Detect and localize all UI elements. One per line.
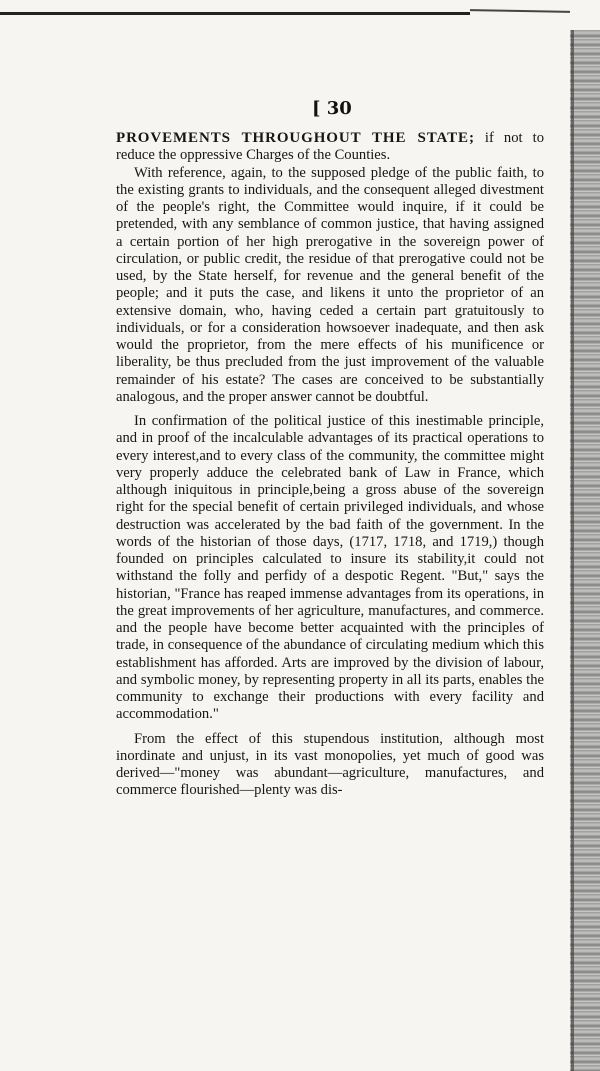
paragraph-3: From the effect of this stupendous institution, although most inordinate and unjust, in its vast monopolies, yet much of good was derived—"money was abundant—agriculture, manufactures, and commerce flourished—plenty was dis-	[116, 730, 544, 799]
page-number: [ 30	[312, 98, 352, 119]
paragraph-1: With reference, again, to the supposed pledge of the public faith, to the existing grants to individuals, and the consequent alleged divestment of the people's right, the Committee would inquire, if it could be pretended, with any semblance of common justice, that having assigned a certain portion of her high prerogative in the sovereign power of circulation, or public credit, the residue of that prerogative could not be used, by the State herself, for revenue and the general benefit of the people; and it puts the case, and likens it unto the proprietor of an extensive domain, who, having ceded a certain part gratuitously to individuals, or for a consideration howsoever inadequate, and then ask would the proprietor, from the mere effects of his munificence or liberality, be thus precluded from the just improvement of the valuable remainder of his estate? The cases are conceived to be substantially analogous, and the proper answer cannot be doubtful.	[116, 164, 544, 405]
continuation-tail: if not to reduce the oppressive Charges of the Counties.	[116, 130, 544, 164]
top-rule-right	[470, 9, 570, 13]
binding-shadow	[571, 30, 574, 1071]
body-text	[116, 130, 544, 800]
top-rule	[0, 12, 470, 15]
paragraph-2: In confirmation of the political justice of this inestimable principle, and in proof of the incalculable advantages of its practical operations to every interest,and to every class of the community, the committee might very properly adduce the celebrated bank of Law in France, which although iniquitous in principle,being a gross abuse of the sovereign right for the special benefit of certain privileged individuals, and whose destruction was accelerated by the bad faith of the government. In the words of the historian of those days, (1717, 1718, and 1719,) though founded on principles calculated to insure its stability,it could not withstand the folly and perfidy of a despotic Regent. "But," says the historian, "France has reaped immense advantages from its operations, in the great improvements of her agriculture, manufactures, and commerce. and the people have become better acquainted with the principles of trade, in consequence of the abundance of circulating medium which this establishment has afforded. Arts are improved by the division of labour, and symbolic money, by representing property in all its parts, enables the community to exchange their productions with every facility and accommodation."	[116, 413, 544, 723]
continuation-heading: PROVEMENTS THROUGHOUT THE STATE;	[116, 130, 475, 146]
binding-edge	[570, 30, 600, 1071]
continuation-paragraph	[116, 130, 544, 165]
